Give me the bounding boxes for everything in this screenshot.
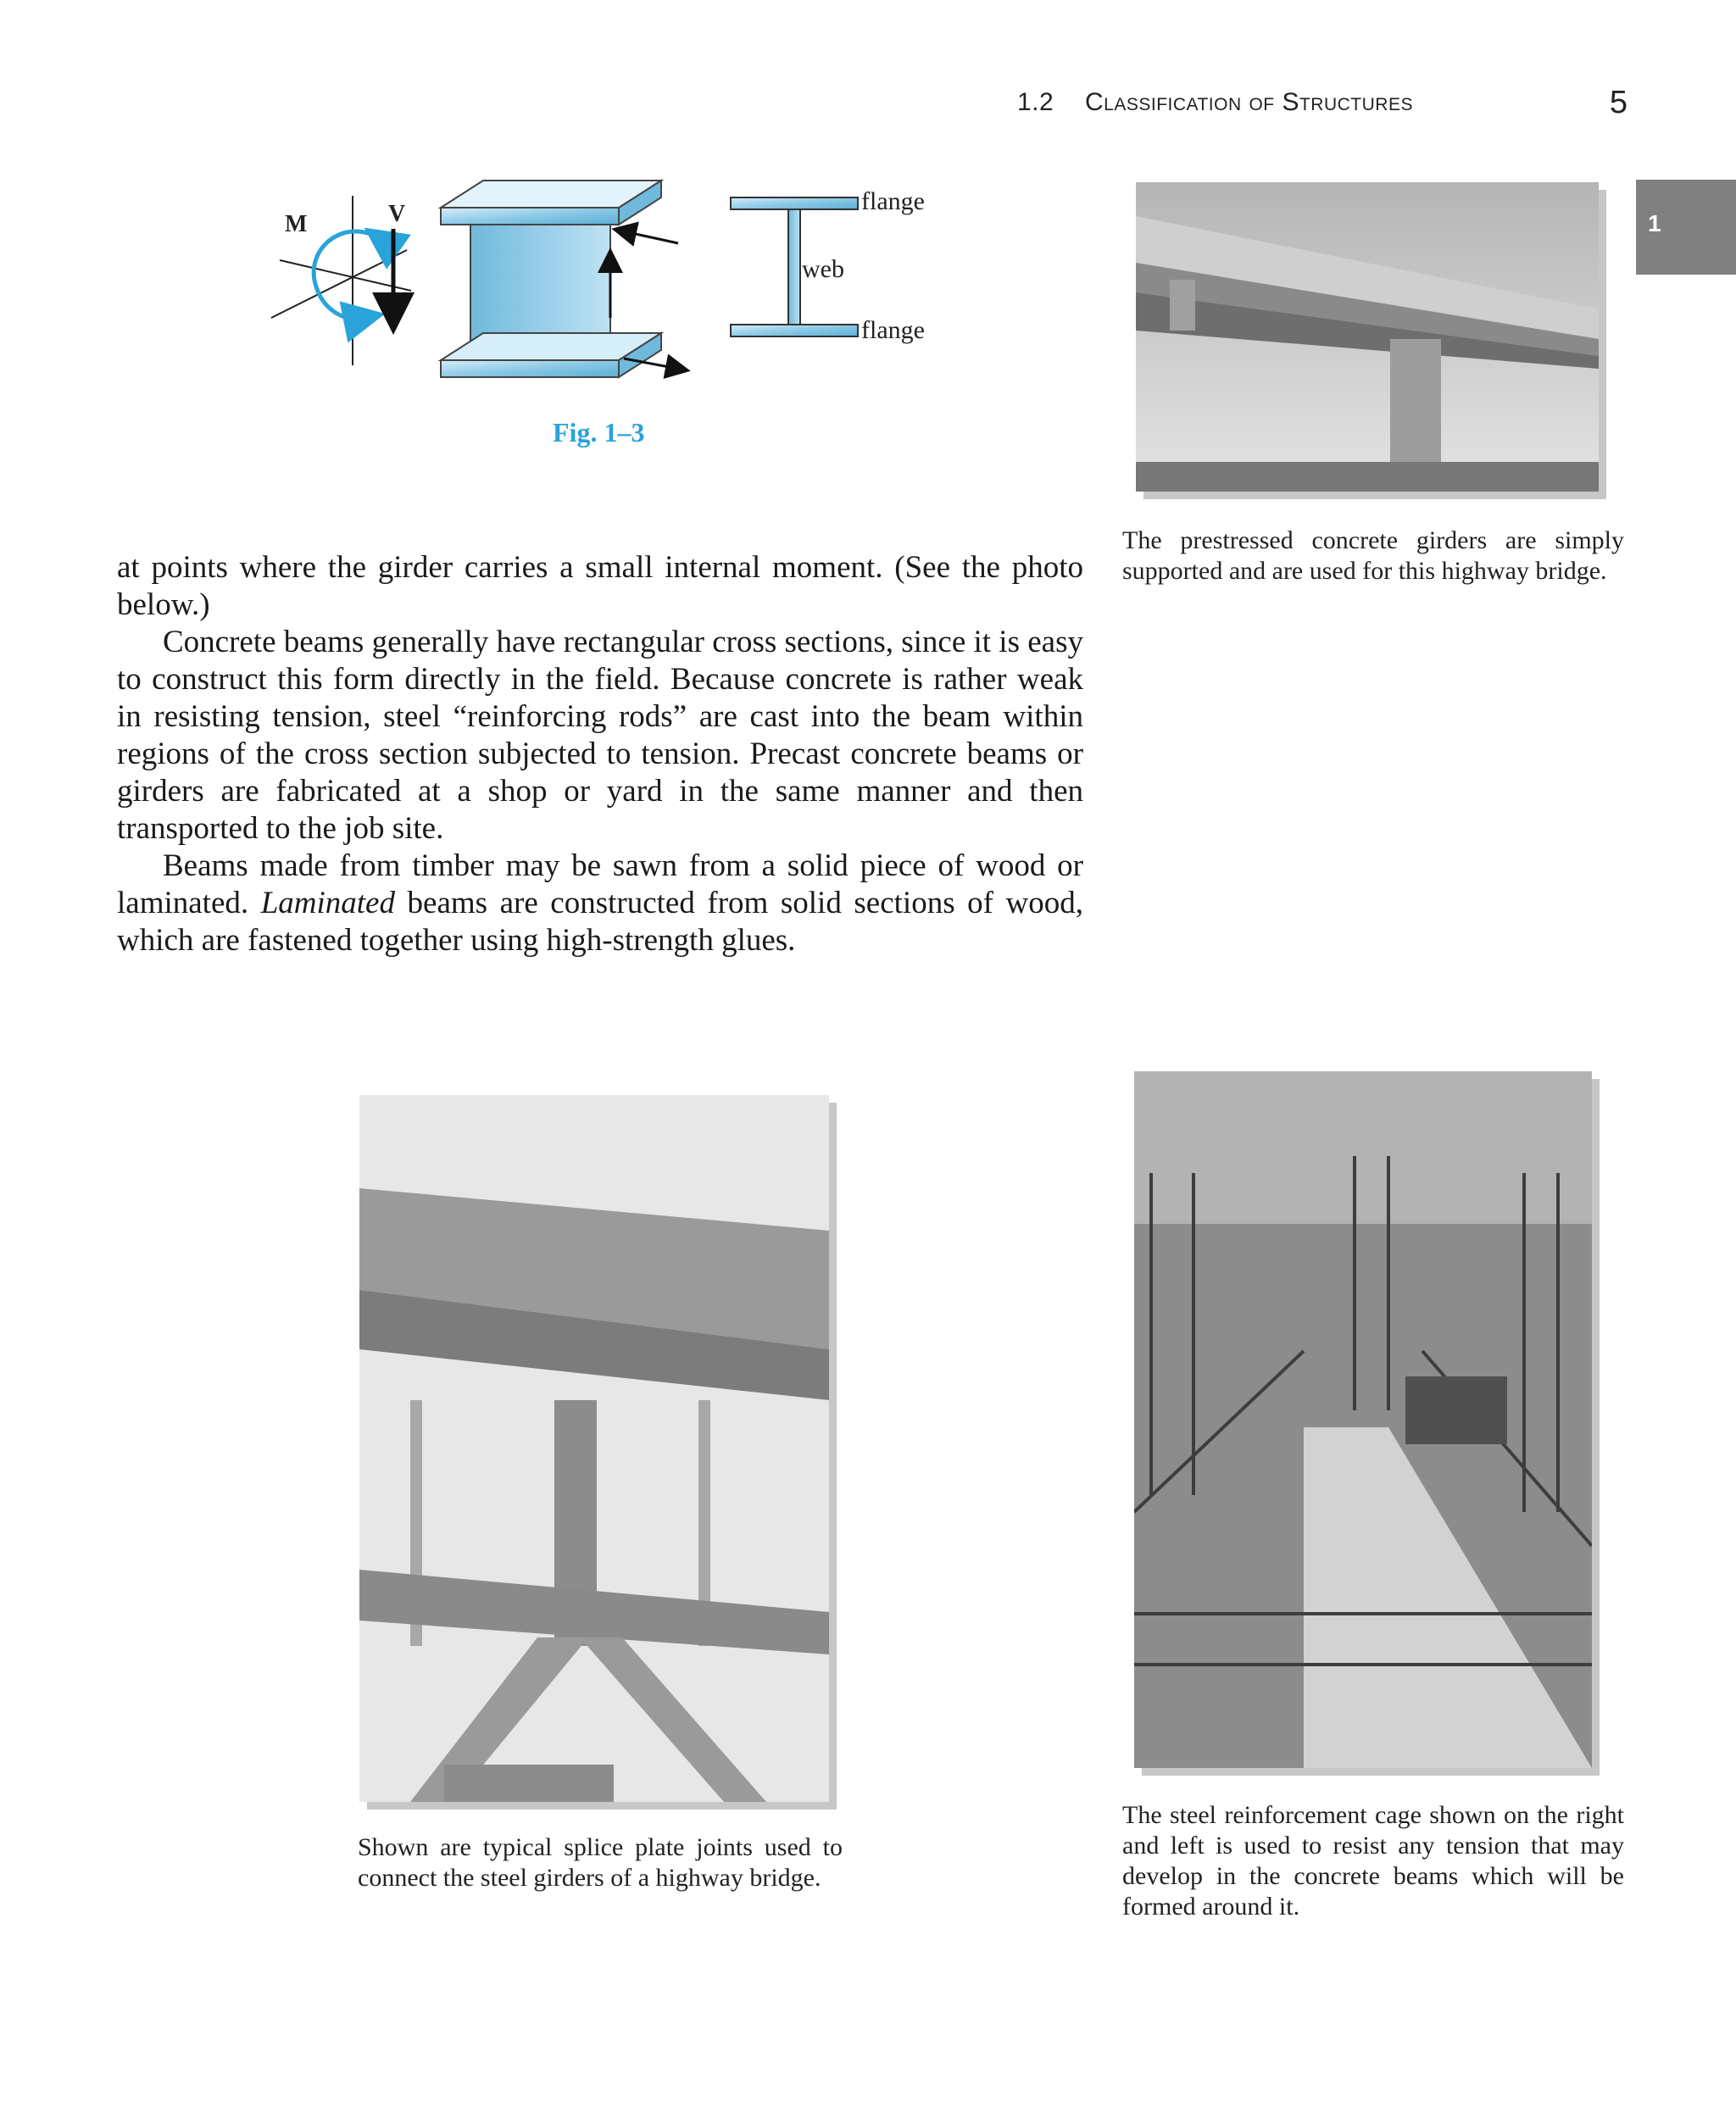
highway-bridge-photo xyxy=(1136,182,1599,492)
moment-label: M xyxy=(285,211,308,237)
reinforcement-cage-caption: The steel reinforcement cage shown on the right and left is used to resist any tension that may develop in the concrete beams which will be formed around it. xyxy=(1122,1801,1624,1921)
splice-plate-photo xyxy=(359,1095,829,1802)
highway-bridge-caption: The prestressed concrete girders are simply supported and are used for this highway bridge. xyxy=(1122,526,1624,585)
i-beam-3d xyxy=(441,181,661,377)
chapter-number: 1 xyxy=(1648,210,1661,236)
figure-caption: Fig. 1–3 xyxy=(553,417,645,448)
laminated-term: Laminated xyxy=(260,886,395,920)
paragraph: Concrete beams generally have rectangular cross sections, since it is easy to construct this form directly in the field. Because concrete is rather weak in resisting tension, steel “reinforcing rods” are cast into the beam within regions of the cross section subjected to tension. Precast concrete beams or girders are fabricated at a shop or yard in the same manner and then transported to the job site. xyxy=(117,625,1083,846)
splice-plate-caption: Shown are typical splice plate joints used to connect the steel girders of a highway bridge. xyxy=(358,1833,843,1892)
reinforcement-cage-photo xyxy=(1134,1071,1592,1768)
running-head xyxy=(1017,85,1687,127)
page-number: 5 xyxy=(1609,85,1628,120)
section-number: 1.2 xyxy=(1017,88,1054,116)
moment-arrow xyxy=(314,231,381,319)
paragraph: at points where the girder carries a small internal moment. (See the photo below.) xyxy=(117,550,1083,622)
chapter-tab xyxy=(1636,180,1736,275)
section-title: Classification of Structures xyxy=(1085,88,1413,116)
paragraph: Beams made from timber may be sawn from a solid piece of wood or laminated. Laminated beams are constructed from solid sections of wood, which are fastened together using high-strength glues. xyxy=(117,848,1083,958)
web-label: web xyxy=(802,255,844,283)
top-flange-label: flange xyxy=(861,187,925,215)
bottom-flange-label: flange xyxy=(861,316,925,344)
body-text xyxy=(117,549,1083,959)
shear-label: V xyxy=(388,201,406,227)
